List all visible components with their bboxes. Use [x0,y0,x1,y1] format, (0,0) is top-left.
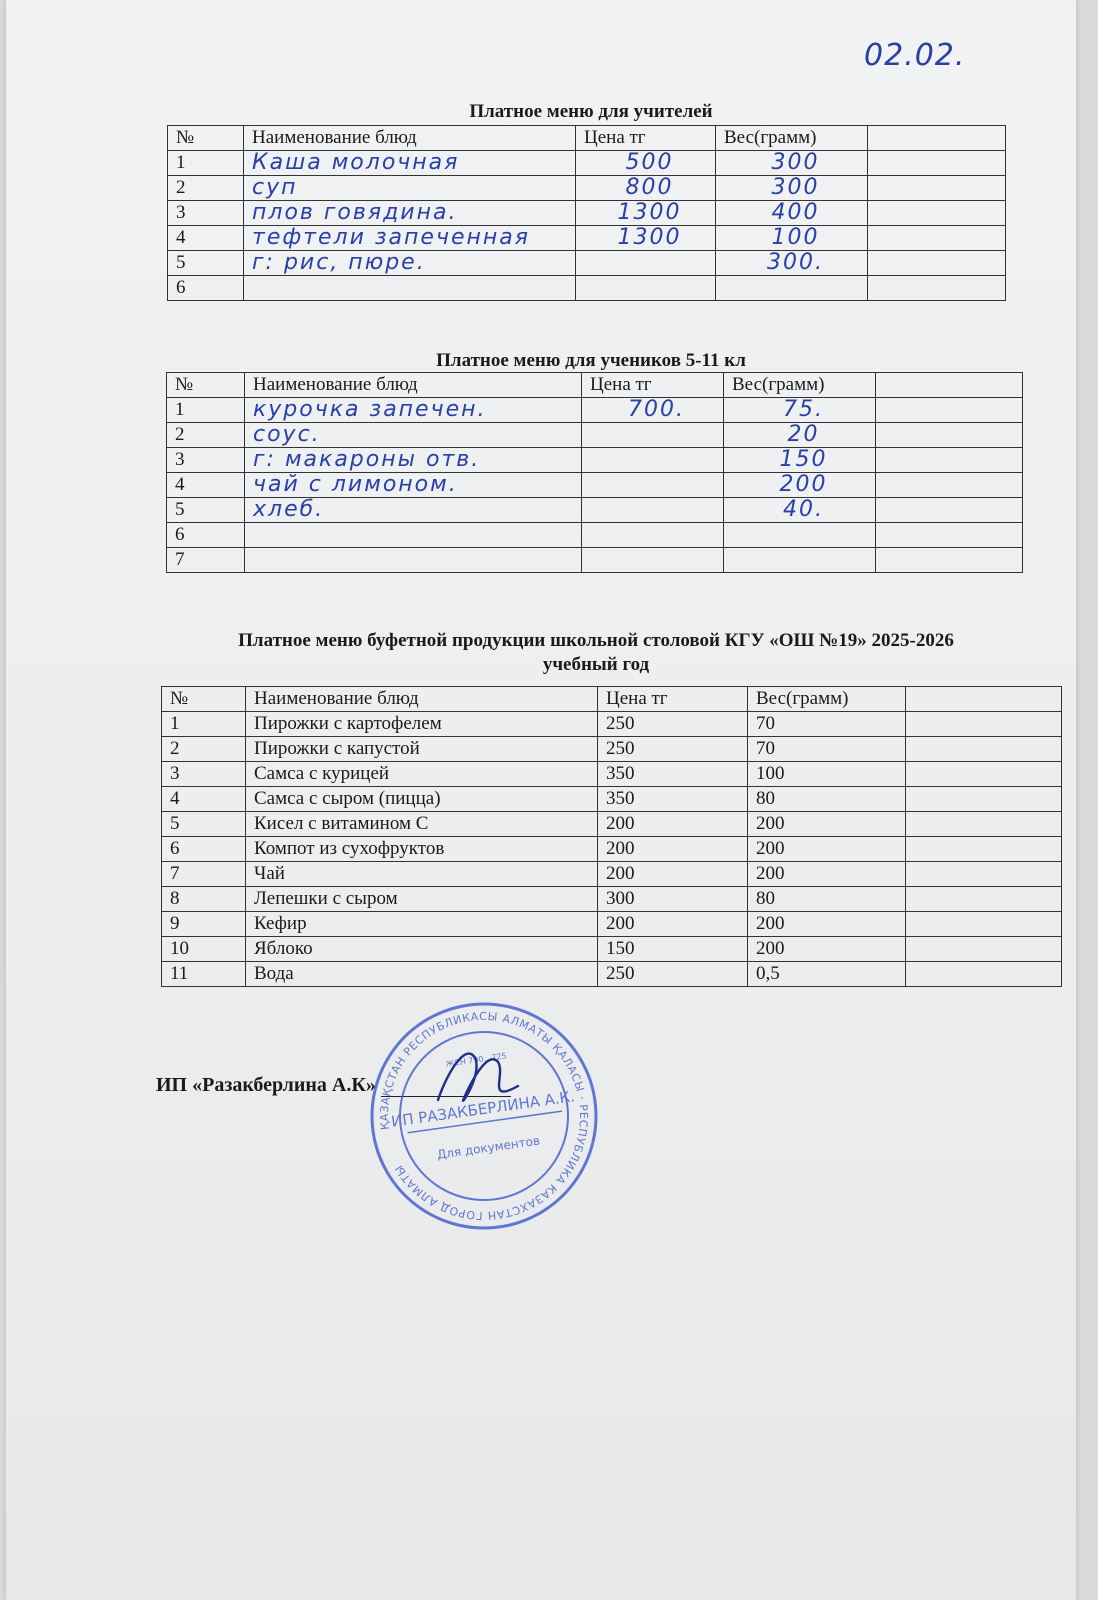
table-cell [876,473,1023,498]
table-row [167,498,1023,523]
header-cell: Цена тг [598,687,748,712]
stamp-name: ИП РАЗАКБЕРЛИНА А.К. [390,1087,576,1131]
table-cell: 1 [168,151,244,176]
table-cell: 200 [748,837,906,862]
header-cell: Вес(грамм) [716,126,868,151]
table-cell: 100 [748,762,906,787]
table-cell: чай с лимоном. [245,473,582,498]
table-cell: 2 [167,423,245,448]
table-cell: 4 [162,787,246,812]
table-cell [244,276,576,301]
table-cell: хлеб. [245,498,582,523]
header-cell: № [162,687,246,712]
table-cell [906,737,1062,762]
table-cell: 200 [598,912,748,937]
table-row [162,912,1062,937]
table-cell: 6 [162,837,246,862]
table-row [167,423,1023,448]
table-cell: г: рис, пюре. [244,251,576,276]
table-cell: курочка запечен. [245,398,582,423]
header-cell [868,126,1006,151]
table-cell: Компот из сухофруктов [246,837,598,862]
table-cell: 5 [168,251,244,276]
table-cell: 200 [748,937,906,962]
table-cell: Самса с курицей [246,762,598,787]
table-cell [576,251,716,276]
header-cell: № [168,126,244,151]
table-cell [876,398,1023,423]
table-cell: 250 [598,712,748,737]
table-cell [868,251,1006,276]
table-row [162,737,1062,762]
table-cell: 300 [716,151,868,176]
teachers-menu-title: Платное меню для учителей [469,101,713,122]
table-cell [906,837,1062,862]
table-row [162,862,1062,887]
table-cell: соус. [245,423,582,448]
table-cell [876,523,1023,548]
table-cell: 100 [716,226,868,251]
table-cell: 400 [716,201,868,226]
table-cell: 80 [748,887,906,912]
table-cell: 2 [168,176,244,201]
table-row [162,712,1062,737]
students-menu-table [166,372,1023,573]
table-row [168,226,1006,251]
header-cell: Наименование блюд [244,126,576,151]
table-row [167,448,1023,473]
handwritten-date: 02.02. [864,38,966,73]
table-cell [582,523,724,548]
table-cell: 700. [582,398,724,423]
table-row [168,201,1006,226]
table-row [162,787,1062,812]
table-cell [716,276,868,301]
table-cell [876,423,1023,448]
table-cell [906,962,1062,987]
table-cell: 200 [598,837,748,862]
table-row [167,398,1023,423]
table-cell: Каша молочная [244,151,576,176]
table-cell [868,226,1006,251]
table-cell [906,762,1062,787]
table-cell: 200 [748,812,906,837]
table-cell: Самса с сыром (пицца) [246,787,598,812]
table-cell: 40. [724,498,876,523]
table-row [162,837,1062,862]
document-page [6,0,1076,1600]
table-cell: г: макароны отв. [245,448,582,473]
table-cell: 150 [598,937,748,962]
table-cell: 800 [576,176,716,201]
table-row [168,276,1006,301]
table-cell: 300 [716,176,868,201]
table-header-row [168,126,1006,151]
table-cell: 4 [167,473,245,498]
table-cell: Вода [246,962,598,987]
stamp-outer-text: ҚАЗАҚСТАН РЕСПУБЛИКАСЫ АЛМАТЫ ҚАЛАСЫ · РЕСПУБЛИКА КАЗАХСТАН ГОРОД АЛМАТЫ [377,1009,591,1223]
table-cell [724,548,876,573]
table-cell [906,912,1062,937]
table-cell: 2 [162,737,246,762]
table-cell: плов говядина. [244,201,576,226]
table-cell: суп [244,176,576,201]
table-row [162,962,1062,987]
table-cell [906,712,1062,737]
table-cell: 70 [748,712,906,737]
stamp-id: ЖСН 790…725 [445,1051,508,1069]
header-cell [876,373,1023,398]
table-cell: 6 [167,523,245,548]
table-cell: 200 [748,862,906,887]
table-row [162,937,1062,962]
table-cell [868,176,1006,201]
table-cell [582,473,724,498]
table-cell [876,548,1023,573]
stamp-bottom-text: Для документов [436,1133,541,1162]
table-cell: 5 [162,812,246,837]
table-cell: 10 [162,937,246,962]
table-cell: 200 [598,862,748,887]
table-cell: 350 [598,787,748,812]
table-cell: 500 [576,151,716,176]
table-cell: 3 [168,201,244,226]
table-row [162,762,1062,787]
table-cell: 1 [167,398,245,423]
table-row [162,887,1062,912]
table-row [162,812,1062,837]
table-cell [582,448,724,473]
table-cell: 20 [724,423,876,448]
buffet-menu-table [161,686,1062,987]
table-cell: 7 [162,862,246,887]
table-cell: 300 [598,887,748,912]
teachers-menu-table [167,125,1006,301]
table-cell [576,276,716,301]
header-cell [906,687,1062,712]
table-row [168,251,1006,276]
table-cell: 4 [168,226,244,251]
table-cell [245,523,582,548]
table-cell: 300. [716,251,868,276]
header-cell: Наименование блюд [245,373,582,398]
table-header-row [167,373,1023,398]
table-cell: 1 [162,712,246,737]
table-cell [582,498,724,523]
table-cell: 9 [162,912,246,937]
header-cell: Вес(грамм) [724,373,876,398]
table-cell: 250 [598,962,748,987]
table-cell: 200 [748,912,906,937]
table-cell [724,523,876,548]
table-cell: Кефир [246,912,598,937]
table-cell [906,812,1062,837]
table-cell: 3 [162,762,246,787]
table-cell [582,548,724,573]
table-cell: 0,5 [748,962,906,987]
table-cell: тефтели запеченная [244,226,576,251]
table-cell: 250 [598,737,748,762]
table-header-row [162,687,1062,712]
header-cell: Цена тг [582,373,724,398]
table-cell [876,448,1023,473]
header-cell: Вес(грамм) [748,687,906,712]
students-menu-title: Платное меню для учеников 5-11 кл [436,350,746,371]
table-cell: Пирожки с капустой [246,737,598,762]
table-cell [868,276,1006,301]
table-cell: 3 [167,448,245,473]
table-cell: Чай [246,862,598,887]
table-cell [906,937,1062,962]
table-cell [582,423,724,448]
table-row [167,523,1023,548]
table-cell: 150 [724,448,876,473]
table-row [167,548,1023,573]
table-row [168,151,1006,176]
table-cell: 75. [724,398,876,423]
table-cell [876,498,1023,523]
table-cell: 70 [748,737,906,762]
table-cell: 350 [598,762,748,787]
entrepreneur-name: ИП «Разакберлина А.К» [156,1074,376,1096]
table-cell [245,548,582,573]
seal-stamp [368,1000,600,1232]
header-cell: № [167,373,245,398]
table-cell: 6 [168,276,244,301]
table-cell: 200 [598,812,748,837]
header-cell: Наименование блюд [246,687,598,712]
table-cell: 1300 [576,201,716,226]
table-cell: 1300 [576,226,716,251]
header-cell: Цена тг [576,126,716,151]
table-cell: Яблоко [246,937,598,962]
table-cell [868,201,1006,226]
table-cell: Лепешки с сыром [246,887,598,912]
table-cell: 80 [748,787,906,812]
table-cell [906,887,1062,912]
buffet-menu-title-line2: учебный год [542,654,650,675]
table-cell [906,787,1062,812]
table-row [168,176,1006,201]
table-cell: 200 [724,473,876,498]
table-cell: 11 [162,962,246,987]
table-cell: 8 [162,887,246,912]
buffet-menu-title-line1: Платное меню буфетной продукции школьной столовой КГУ «ОШ №19» 2025-2026 [238,630,954,651]
table-cell: Пирожки с картофелем [246,712,598,737]
table-cell [906,862,1062,887]
table-cell: 5 [167,498,245,523]
table-cell [868,151,1006,176]
table-cell: Кисел с витамином С [246,812,598,837]
table-cell: 7 [167,548,245,573]
table-row [167,473,1023,498]
